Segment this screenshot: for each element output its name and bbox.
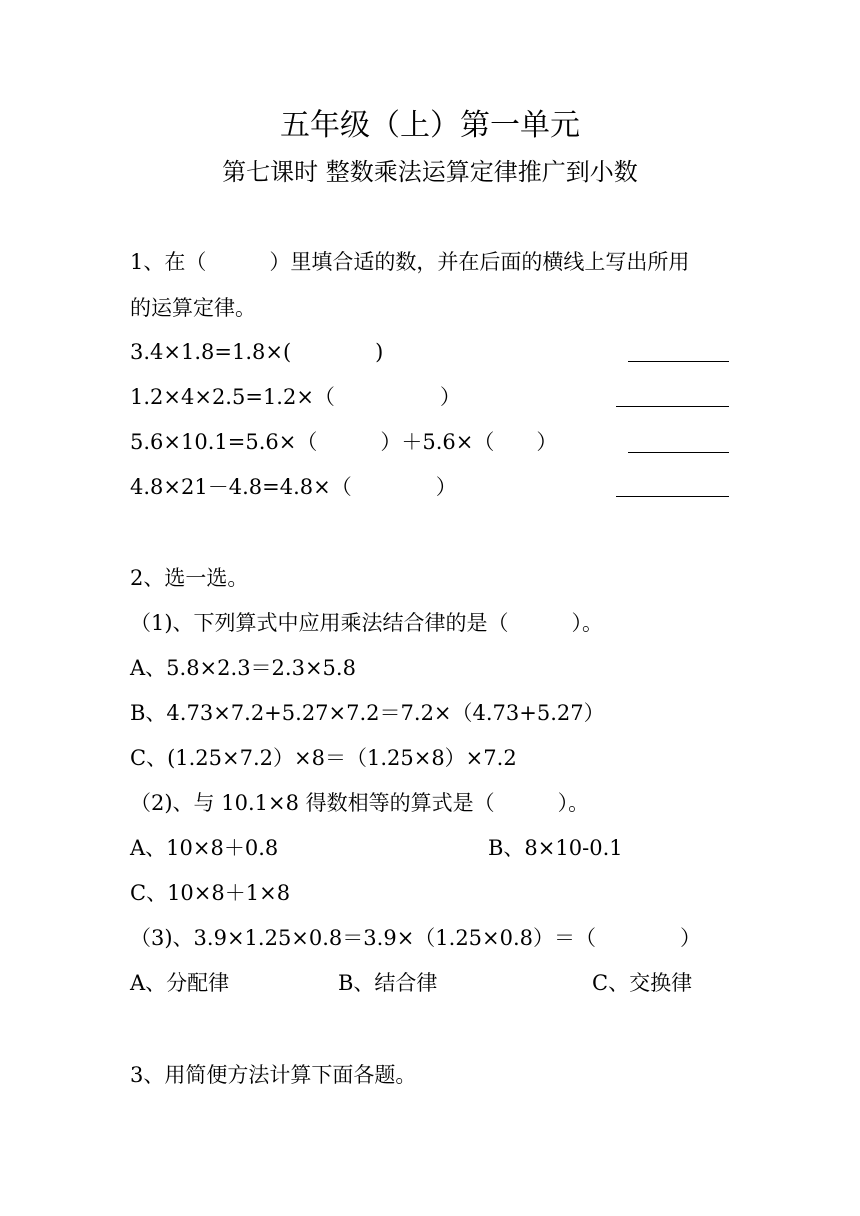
q2-sub3-option-c: C、交换律 <box>592 971 693 995</box>
q2-sub1-option-c: C、(1.25×7.2）×8＝（1.25×8）×7.2 <box>130 746 517 770</box>
q2-heading: 2、选一选。 <box>130 566 249 590</box>
q2-sub1-question: （1)、下列算式中应用乘法结合律的是（ ）。 <box>130 611 604 635</box>
q1-item-3: 5.6×10.1=5.6×（ ）＋5.6×（ ） <box>130 430 558 454</box>
q2-sub1-option-b: B、4.73×7.2+5.27×7.2＝7.2×（4.73+5.27） <box>130 701 605 725</box>
q2-sub3-question: （3)、3.9×1.25×0.8＝3.9×（1.25×0.8）＝（ ） <box>130 926 702 950</box>
q1-item-2: 1.2×4×2.5=1.2×（ ） <box>130 385 461 409</box>
q2-sub2-option-b: B、8×10-0.1 <box>488 836 623 860</box>
page-title: 五年级（上）第一单元 <box>280 108 580 143</box>
q3-heading: 3、用简便方法计算下面各题。 <box>130 1063 417 1087</box>
q1-item-2-answer-line <box>616 406 729 407</box>
q1-item-4: 4.8×21－4.8=4.8×（ ） <box>130 475 457 499</box>
q2-sub2-option-a: A、10×8＋0.8 <box>130 836 279 860</box>
q1-item-4-answer-line <box>616 496 729 497</box>
lesson-subtitle: 第七课时 整数乘法运算定律推广到小数 <box>222 158 638 186</box>
q1-prompt-line1: 1、在（ ）里填合适的数，并在后面的横线上写出所用 <box>130 250 690 274</box>
q2-sub2-question: （2)、与 10.1×8 得数相等的算式是（ ）。 <box>130 791 590 815</box>
q1-item-3-answer-line <box>628 452 729 453</box>
q2-sub3-option-a: A、分配律 <box>130 971 230 995</box>
q1-prompt-line2: 的运算定律。 <box>130 296 256 320</box>
q1-item-1-answer-line <box>628 361 729 362</box>
q2-sub1-option-a: A、5.8×2.3＝2.3×5.8 <box>130 656 356 680</box>
q2-sub3-option-b: B、结合律 <box>338 971 438 995</box>
q2-sub2-option-c: C、10×8＋1×8 <box>130 881 291 905</box>
q1-item-1: 3.4×1.8=1.8×( ) <box>130 340 384 364</box>
